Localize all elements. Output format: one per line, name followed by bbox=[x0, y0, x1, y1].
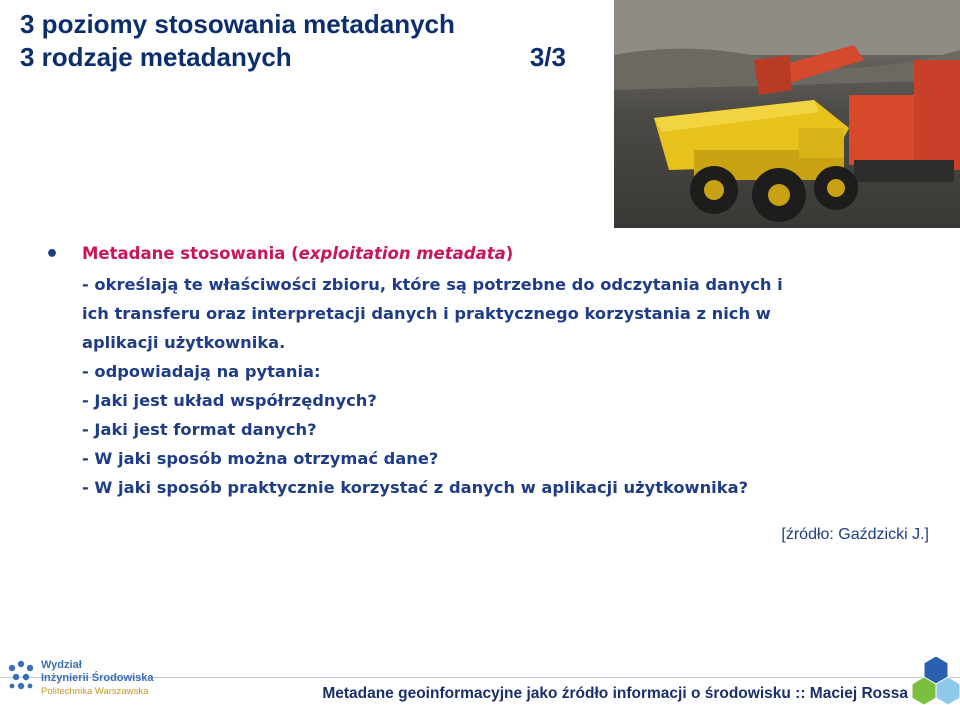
body-line: aplikacji użytkownika. bbox=[82, 333, 286, 352]
body-line: ich transferu oraz interpretacji danych i praktycznego korzystania z nich w bbox=[82, 304, 771, 323]
body-line: - Jaki jest układ współrzędnych? bbox=[82, 391, 377, 410]
hexagon-cluster-icon bbox=[912, 654, 960, 705]
mining-truck-photo bbox=[614, 0, 960, 228]
logo-line-1: Wydział bbox=[41, 659, 82, 671]
body-line: - W jaki sposób praktycznie korzystać z danych w aplikacji użytkownika? bbox=[82, 478, 749, 497]
title-line-1: 3 poziomy stosowania metadanych bbox=[20, 9, 455, 39]
bullet-item bbox=[45, 240, 925, 270]
title-line-2: 3 rodzaje metadanych bbox=[20, 42, 292, 72]
logo-line-3: Politechnika Warszawska bbox=[41, 686, 149, 697]
body-line: - odpowiadają na pytania: bbox=[82, 362, 321, 381]
footer-text: Metadane geoinformacyjne jako źródło informacji o środowisku :: Maciej Rossa bbox=[322, 685, 908, 702]
body-line: - określają te właściwości zbioru, które są potrzebne do odczytania danych i bbox=[82, 275, 783, 294]
slide-page-number: 3/3 bbox=[529, 42, 566, 72]
faculty-logo-text bbox=[41, 659, 153, 698]
content-block bbox=[45, 240, 925, 502]
slide-title bbox=[20, 8, 566, 74]
logo-line-2: Inżynierii Środowiska bbox=[41, 672, 154, 684]
bullet-body bbox=[82, 270, 925, 502]
bullet-heading: Metadane stosowania (exploitation metadata) bbox=[82, 244, 514, 263]
bullet-icon: • bbox=[45, 242, 60, 267]
body-line: - Jaki jest format danych? bbox=[82, 420, 317, 439]
source-citation: [źródło: Gaździcki J.] bbox=[781, 526, 929, 543]
body-line: - W jaki sposób można otrzymać dane? bbox=[82, 449, 439, 468]
